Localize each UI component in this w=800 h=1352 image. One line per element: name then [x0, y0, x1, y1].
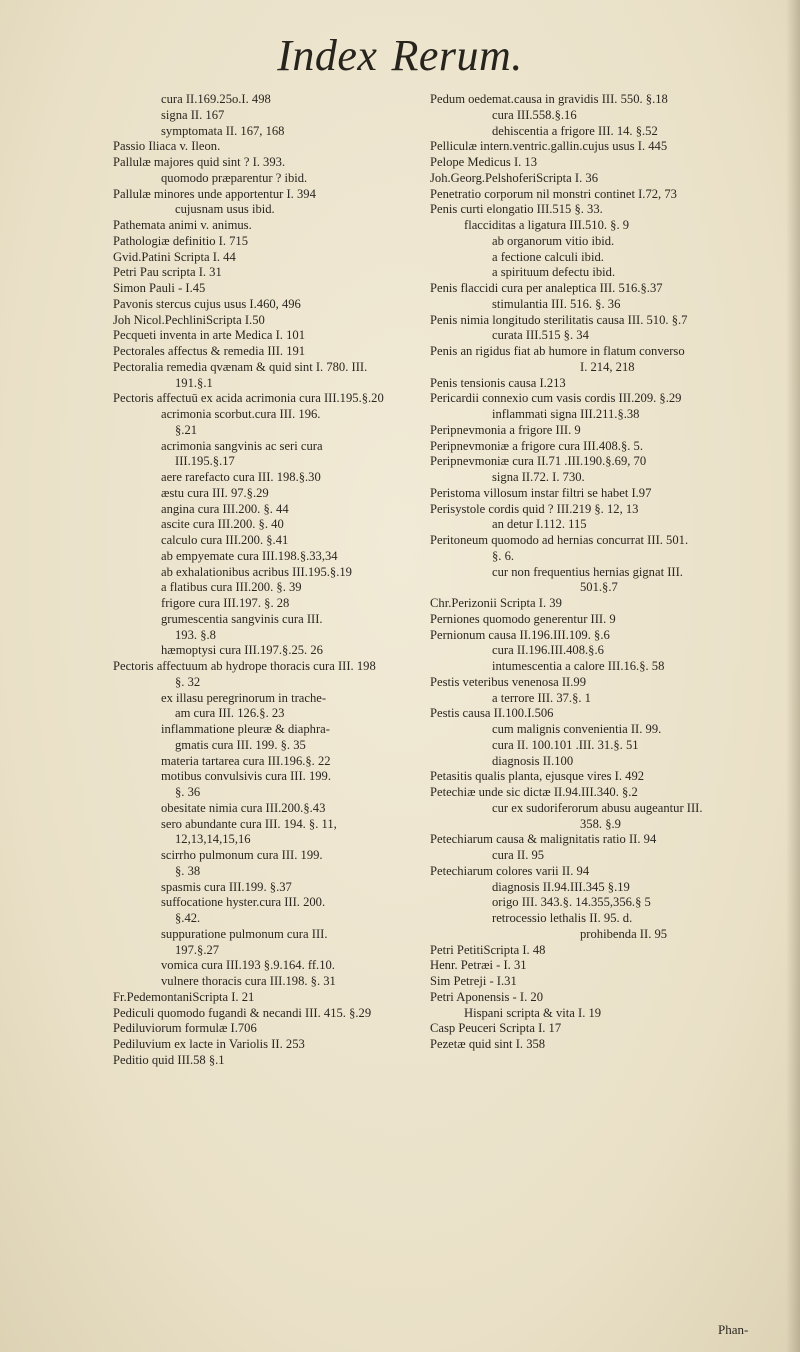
index-entry: a flatibus cura III.200. §. 39: [161, 580, 302, 595]
index-entry: prohibenda II. 95: [580, 926, 668, 941]
index-entry: 197.§.27: [175, 942, 220, 957]
index-entry: Pelope Medicus I. 13: [430, 155, 538, 169]
index-entry: Pezetæ quid sint I. 358: [430, 1037, 546, 1051]
index-entry: §. 32: [175, 674, 201, 689]
index-entry: Penis nimia longitudo sterilitatis causa III. 510. §.7: [430, 312, 688, 327]
index-entry: Pavonis stercus cujus usus I.460, 496: [113, 296, 301, 311]
index-entry: cura II.196.III.408.§.6: [492, 643, 604, 658]
index-entry: ab empyemate cura III.198.§.33,34: [161, 548, 338, 563]
index-entry: cura II. 100.101 .III. 31.§. 51: [492, 737, 639, 752]
index-entry: Perisystole cordis quid ? III.219 §. 12, 13: [430, 501, 639, 516]
index-entry: Peripnevmoniæ a frigore cura III.408.§. 5.: [430, 438, 643, 453]
index-entry: Penetratio corporum nil monstri continet I.72, 73: [430, 186, 677, 201]
index-entry: quomodo præparentur ? ibid.: [161, 170, 308, 185]
index-entry: 12,13,14,15,16: [175, 832, 251, 847]
index-entry: Casp Peuceri Scripta I. 17: [430, 1021, 562, 1036]
index-entry: cur ex sudoriferorum abusu augeantur III.: [492, 800, 703, 815]
index-entry: cur non frequentius hernias gignat III.: [492, 564, 683, 579]
index-entry: Chr.Perizonii Scripta I. 39: [430, 596, 562, 610]
index-entry: Pallulæ majores quid sint ? I. 393.: [113, 155, 286, 169]
index-entry: §. 38: [175, 863, 201, 878]
index-entry: Pediluviorum formulæ I.706: [113, 1021, 257, 1036]
index-entry: motibus convulsivis cura III. 199.: [161, 769, 331, 784]
index-entry: inflammatione pleuræ & diaphra-: [161, 722, 330, 736]
index-entry: Penis curti elongatio III.515 §. 33.: [430, 202, 603, 217]
index-entry: vulnere thoracis cura III.198. §. 31: [161, 974, 336, 988]
header-word-rerum: Rerum.: [391, 31, 523, 80]
index-entry: ab exhalationibus acribus III.195.§.19: [161, 564, 352, 579]
index-entry: gmatis cura III. 199. §. 35: [175, 737, 306, 752]
index-entry: Penis tensionis causa I.213: [430, 375, 566, 390]
index-entry: Sim Petreji - I.31: [430, 974, 517, 988]
index-entry: Pedum oedemat.causa in gravidis III. 550. §.18: [430, 92, 668, 106]
index-entry: sero abundante cura III. 194. §. 11,: [161, 816, 337, 831]
index-entry: frigore cura III.197. §. 28: [161, 596, 290, 610]
index-entry: acrimonia scorbut.cura III. 196.: [161, 407, 321, 421]
index-entry: signa II. 167: [161, 107, 225, 122]
index-entry: am cura III. 126.§. 23: [175, 706, 285, 721]
index-entry: Petechiarum colores varii II. 94: [430, 863, 590, 878]
index-entry: Pathologiæ definitio I. 715: [113, 233, 249, 248]
index-entry: Peripnevmonia a frigore III. 9: [430, 422, 581, 437]
index-entry: Passio Iliaca v. Ileon.: [113, 139, 221, 154]
index-entry: Henr. Petræi - I. 31: [430, 958, 527, 973]
index-entry: Hispani scripta & vita I. 19: [464, 1005, 602, 1020]
index-entry: angina cura III.200. §. 44: [161, 501, 289, 516]
index-entry: Pestis causa II.100.I.506: [430, 706, 554, 721]
index-entry: intumescentia a calore III.16.§. 58: [492, 659, 665, 673]
index-entry: 501.§.7: [580, 580, 618, 595]
index-entry: stimulantia III. 516. §. 36: [492, 296, 621, 311]
index-entry: Petechiæ unde sic dictæ II.94.III.340. §.2: [430, 785, 638, 799]
index-entry: Pectoris affectuum ab hydrope thoracis cura III. 198: [113, 659, 376, 673]
index-entry: Peripnevmoniæ cura II.71 .III.190.§.69, 70: [430, 454, 647, 469]
index-entry: ascite cura III.200. §. 40: [161, 517, 284, 532]
index-entry: curata III.515 §. 34: [492, 328, 589, 343]
index-column-left: [113, 92, 398, 1069]
index-entry: Penis flaccidi cura per analeptica III. 516.§.37: [430, 281, 663, 295]
index-entry: suppuratione pulmonum cura III.: [161, 926, 328, 941]
index-entry: spasmis cura III.199. §.37: [161, 879, 292, 894]
index-entry: ex illasu peregrinorum in trache-: [161, 690, 327, 705]
index-entry: Pallulæ minores unde apportentur I. 394: [113, 186, 316, 201]
index-entry: an detur I.112. 115: [492, 517, 587, 532]
index-entry: grumescentia sangvinis cura III.: [161, 611, 323, 626]
index-entry: Pectoralia remedia qvænam & quid sint I. 780. III.: [113, 359, 368, 374]
index-entry: cum malignis convenientia II. 99.: [492, 722, 662, 736]
index-entry: retrocessio lethalis II. 95. d.: [492, 911, 633, 925]
index-entry: cura II.169.25o.I. 498: [161, 92, 271, 106]
index-entry: Peditio quid III.58 §.1: [113, 1052, 225, 1067]
index-entry: Joh.Georg.PelshoferiScripta I. 36: [430, 170, 599, 185]
index-entry: Pectorales affectus & remedia III. 191: [113, 344, 306, 358]
index-column-right: [430, 92, 790, 1053]
index-entry: æstu cura III. 97.§.29: [161, 485, 269, 500]
index-entry: acrimonia sangvinis ac seri cura: [161, 438, 323, 453]
index-entry: symptomata II. 167, 168: [161, 123, 285, 138]
index-entry: aere rarefacto cura III. 198.§.30: [161, 470, 321, 484]
index-entry: vomica cura III.193 §.9.164. ff.10.: [161, 958, 335, 973]
index-entry: calculo cura III.200. §.41: [161, 533, 289, 547]
index-entry: Petasitis qualis planta, ejusque vires I. 492: [430, 769, 645, 784]
index-entry: Fr.PedemontaniScripta I. 21: [113, 989, 255, 1004]
index-entry: Petri PetitiScripta I. 48: [430, 942, 546, 957]
index-entry: Pediluvium ex lacte in Variolis II. 253: [113, 1037, 305, 1051]
index-entry: Petri Pau scripta I. 31: [113, 265, 222, 280]
index-entry: 358. §.9: [580, 816, 621, 831]
index-entry: hæmoptysi cura III.197.§.25. 26: [161, 643, 323, 658]
index-entry: Pectoris affectuū ex acida acrimonia cura III.195.§.20: [113, 391, 384, 406]
index-entry: Gvid.Patini Scripta I. 44: [113, 249, 236, 264]
index-entry: cura II. 95: [492, 848, 545, 862]
index-entry: signa II.72. I. 730.: [492, 470, 585, 484]
index-entry: a terrore III. 37.§. 1: [492, 690, 591, 705]
index-entry: §. 6.: [492, 548, 515, 563]
index-entry: Pestis veteribus venenosa II.99: [430, 674, 586, 689]
index-entry: Peritoneum quomodo ad hernias concurrat III. 501.: [430, 533, 689, 547]
index-entry: Peristoma villosum instar filtri se habet I.97: [430, 485, 652, 500]
index-entry: cujusnam usus ibid.: [175, 202, 275, 217]
index-entry: §. 36: [175, 785, 201, 799]
index-entry: diagnosis II.100: [492, 753, 574, 768]
index-entry: scirrho pulmonum cura III. 199.: [161, 848, 323, 862]
header-word-index: Index: [277, 31, 378, 80]
index-entry: inflammati signa III.211.§.38: [492, 407, 640, 421]
page-header: [0, 30, 800, 81]
index-entry: Pernionum causa II.196.III.109. §.6: [430, 627, 610, 642]
catchword: Phan-: [718, 1322, 749, 1337]
index-entry: Simon Pauli - I.45: [113, 281, 206, 295]
index-entry: Petri Aponensis - I. 20: [430, 989, 543, 1004]
index-entry: a fectione calculi ibid.: [492, 249, 604, 264]
index-entry: 191.§.1: [175, 375, 213, 390]
index-entry: Petechiarum causa & malignitatis ratio II. 94: [430, 832, 657, 847]
index-entry: 193. §.8: [175, 627, 216, 642]
index-entry: Pericardii connexio cum vasis cordis III.209. §.29: [430, 391, 682, 406]
index-entry: Pediculi quomodo fugandi & necandi III. 415. §.29: [113, 1005, 372, 1020]
index-entry: Pelliculæ intern.ventric.gallin.cujus usus I. 445: [430, 139, 668, 154]
index-entry: diagnosis II.94.III.345 §.19: [492, 879, 630, 894]
index-entry: a spirituum defectu ibid.: [492, 265, 616, 280]
index-entry: cura III.558.§.16: [492, 107, 577, 122]
index-entry: origo III. 343.§. 14.355,356.§ 5: [492, 895, 651, 910]
index-entry: flacciditas a ligatura III.510. §. 9: [464, 218, 630, 232]
index-entry: I. 214, 218: [580, 359, 635, 374]
index-entry: Pecqueti inventa in arte Medica I. 101: [113, 328, 305, 343]
index-entry: §.42.: [175, 911, 201, 925]
index-entry: III.195.§.17: [175, 454, 235, 469]
index-entry: suffocatione hyster.cura III. 200.: [161, 895, 326, 910]
index-entry: ab organorum vitio ibid.: [492, 233, 615, 248]
index-entry: materia tartarea cura III.196.§. 22: [161, 753, 331, 768]
index-entry: Penis an rigidus fiat ab humore in flatum converso: [430, 344, 685, 358]
index-entry: dehiscentia a frigore III. 14. §.52: [492, 123, 658, 138]
index-entry: §.21: [175, 422, 198, 437]
index-entry: obesitate nimia cura III.200.§.43: [161, 800, 326, 815]
index-entry: Joh Nicol.PechliniScripta I.50: [113, 312, 265, 327]
index-entry: Pathemata animi v. animus.: [113, 218, 252, 232]
index-entry: Perniones quomodo generentur III. 9: [430, 611, 616, 626]
